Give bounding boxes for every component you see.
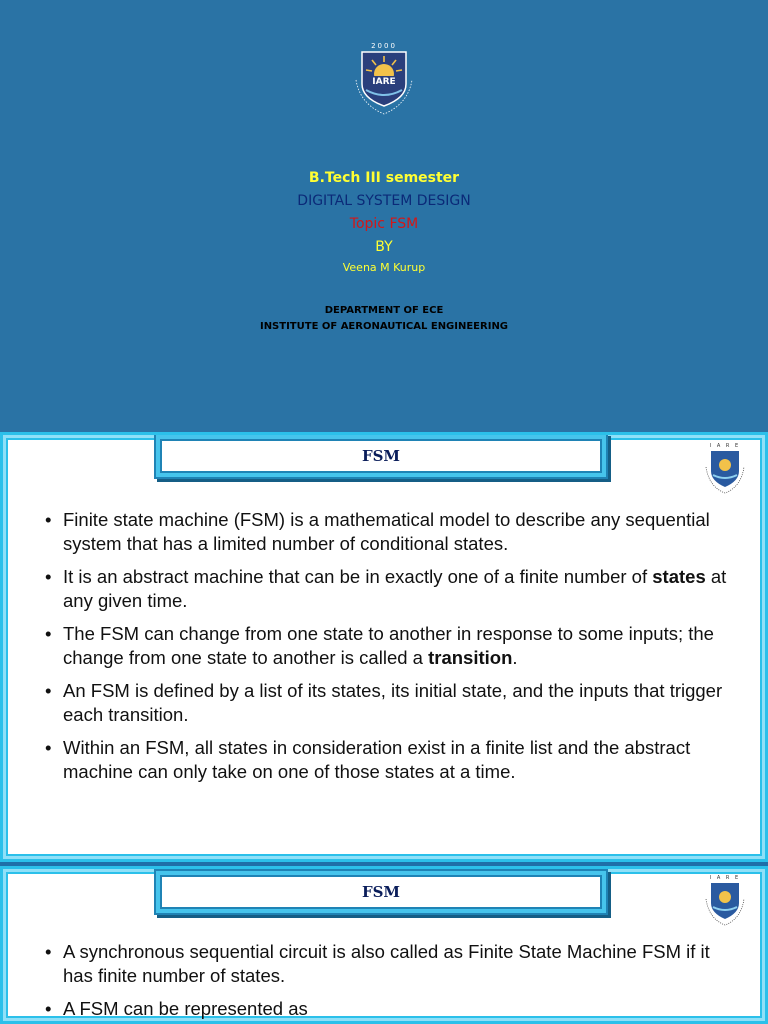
topic-text: Topic FSM	[349, 216, 419, 232]
list-item: • A synchronous sequential circuit is also called as Finite State Machine FSM if it has finite number of states.	[43, 940, 735, 988]
author-name: Veena M Kurup	[342, 261, 426, 274]
list-item: • The FSM can change from one state to another in response to some inputs; the change from one state to another is called a transition.	[43, 622, 735, 670]
list-item: • Finite state machine (FSM) is a mathematical model to describe any sequential system that has a limited number of conditional states.	[43, 508, 735, 556]
subject-title: DIGITAL SYSTEM DESIGN	[297, 193, 471, 209]
bullet-list	[43, 508, 735, 793]
svg-text:I A R E: I A R E	[709, 443, 741, 449]
list-item: • A FSM can be represented as	[43, 997, 735, 1021]
slide-title-bar	[156, 435, 606, 477]
slide-title: FSM	[361, 447, 401, 465]
department-text: DEPARTMENT OF ECE	[324, 305, 444, 316]
logo-year: 2000	[371, 42, 397, 50]
iare-logo-icon	[703, 441, 747, 497]
iare-logo-icon	[703, 873, 747, 929]
fsm-slide-1	[0, 432, 768, 862]
list-item: • Within an FSM, all states in consideration exist in a finite list and the abstract machine can only take on one of those states at a time.	[43, 736, 735, 784]
institute-text: INSTITUTE OF AERONAUTICAL ENGINEERING	[259, 321, 509, 332]
semester-text: B.Tech III semester	[308, 170, 460, 186]
slide-title-bar	[156, 871, 606, 913]
slide-title: FSM	[361, 883, 401, 901]
title-slide	[0, 0, 768, 432]
list-item: • It is an abstract machine that can be in exactly one of a finite number of states at any given time.	[43, 565, 735, 613]
iare-logo-icon	[352, 40, 416, 118]
svg-text:I A R E: I A R E	[709, 875, 741, 881]
bullet-list	[43, 940, 735, 1024]
by-text: BY	[375, 239, 393, 255]
fsm-slide-2	[0, 866, 768, 1024]
list-item: • An FSM is defined by a list of its states, its initial state, and the inputs that trigger each transition.	[43, 679, 735, 727]
logo-name: IARE	[372, 77, 396, 87]
